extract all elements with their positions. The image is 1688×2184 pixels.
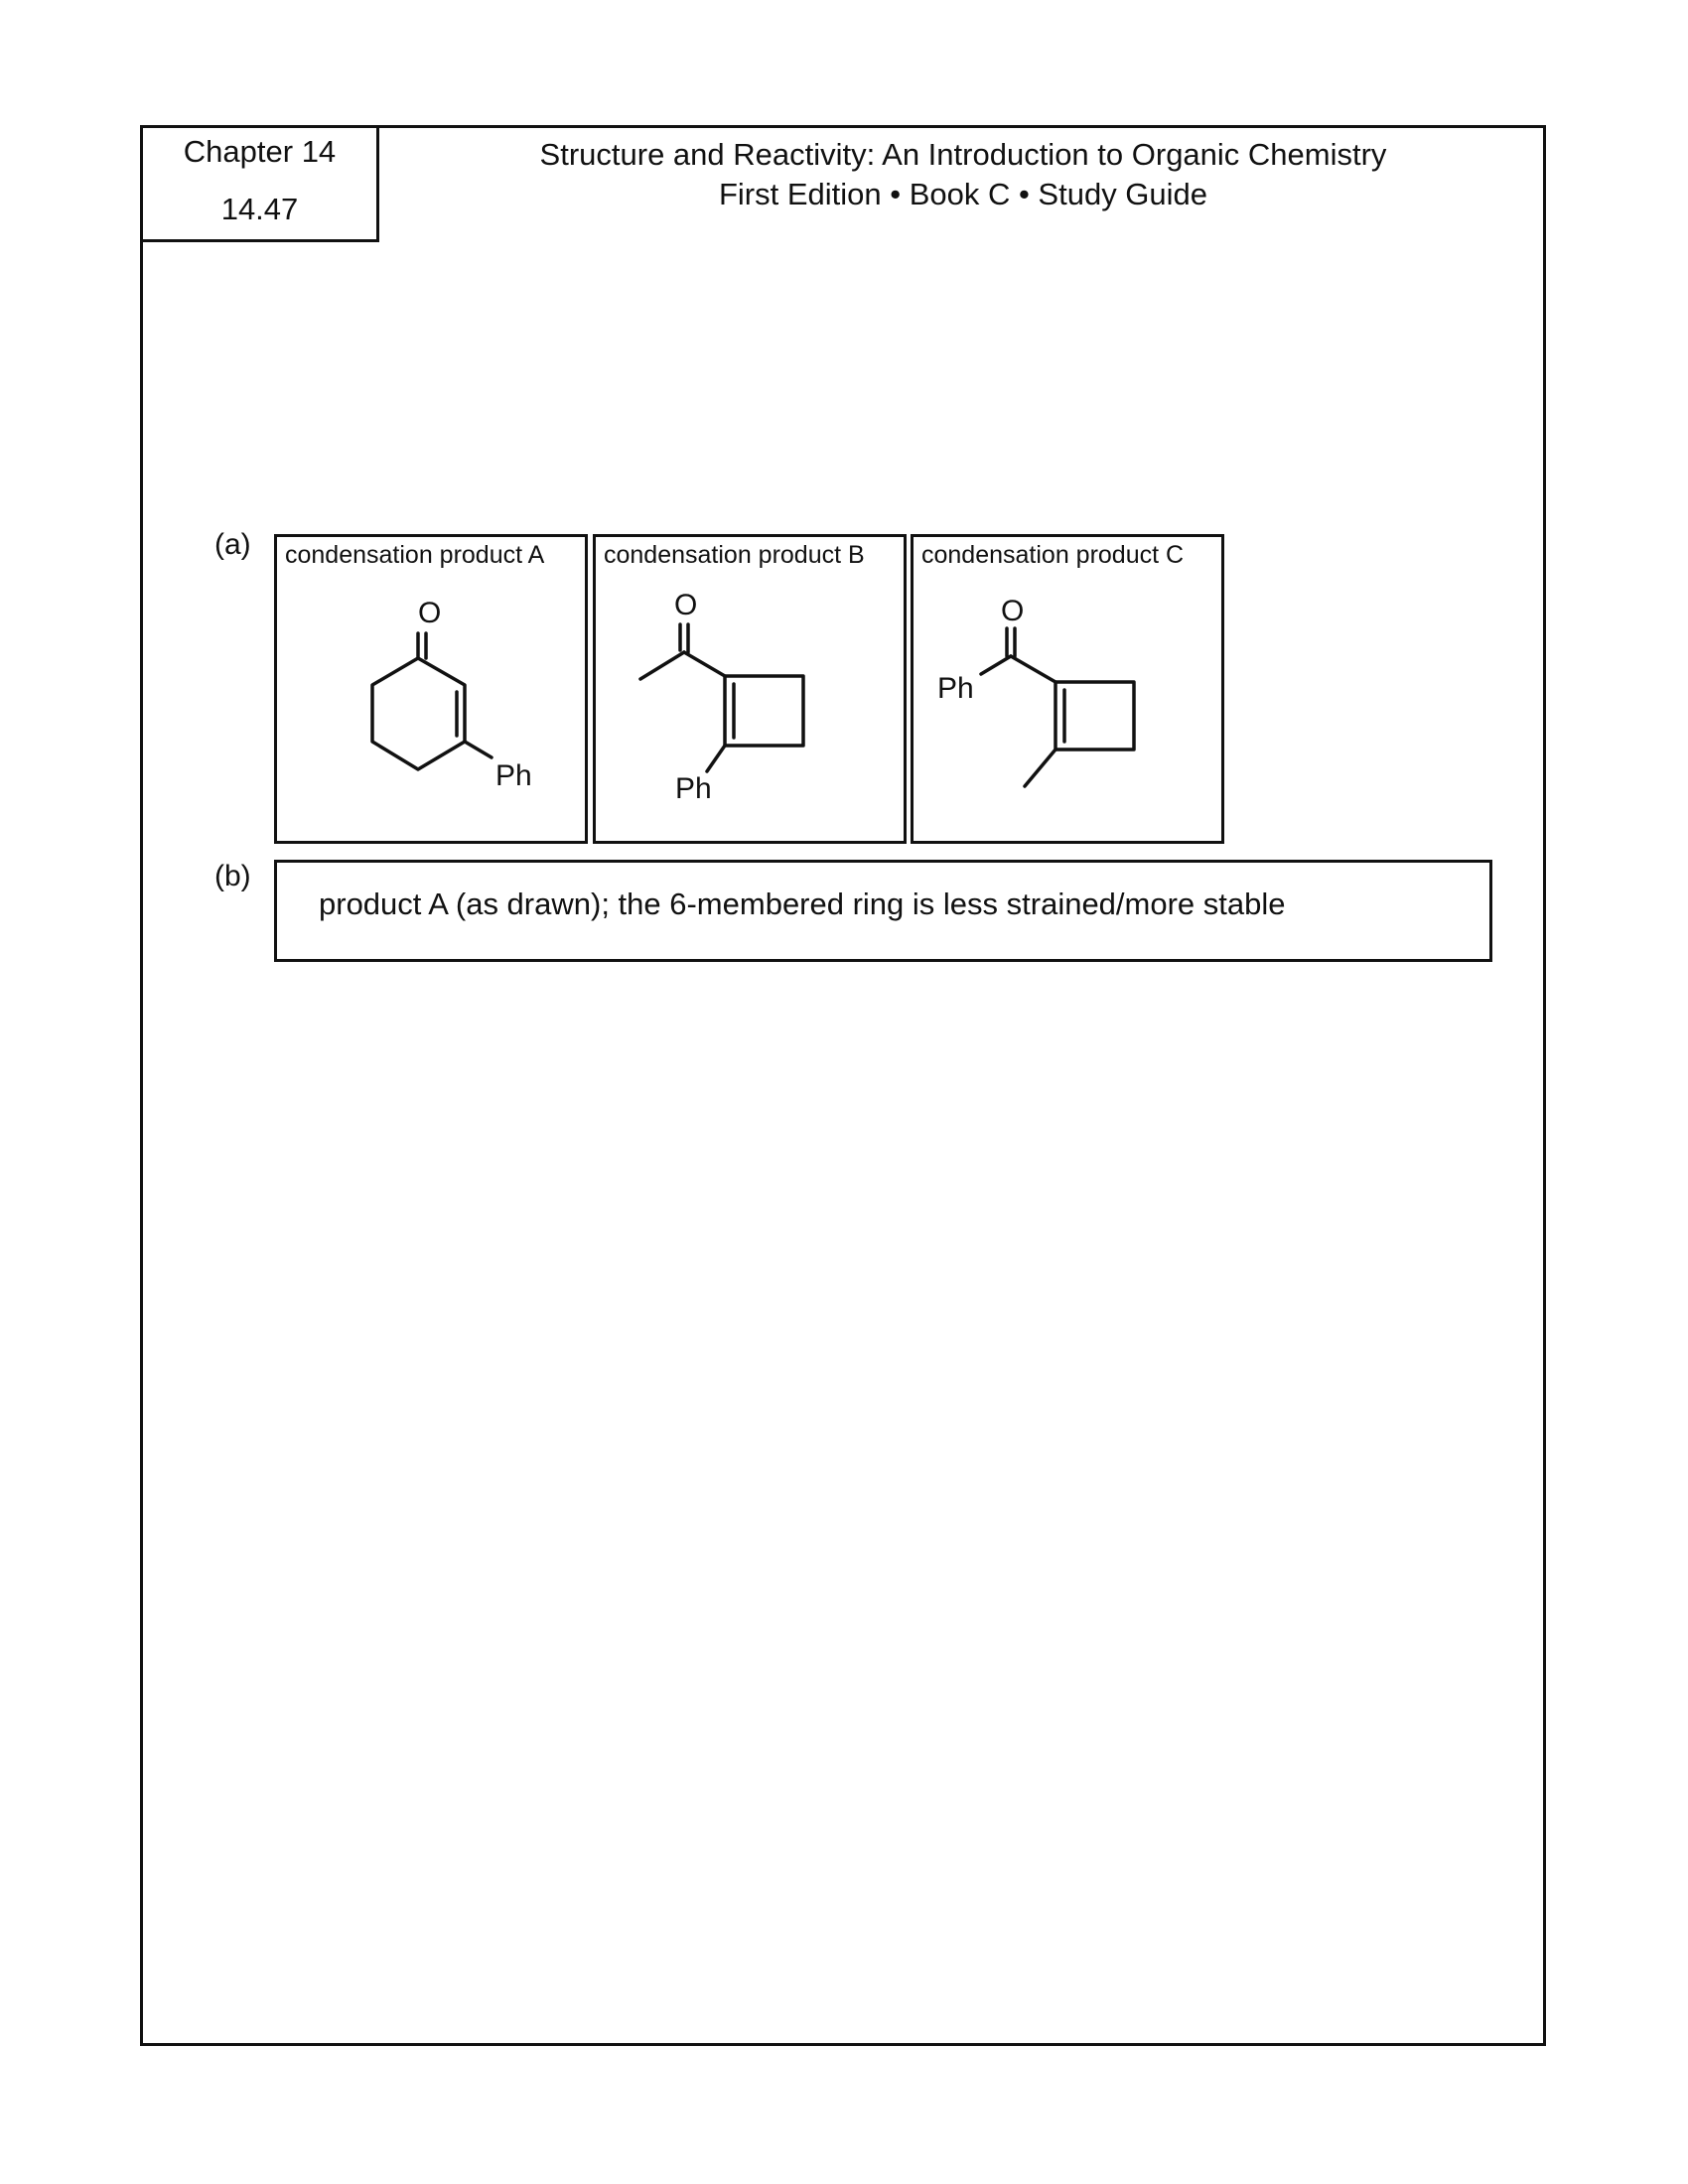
product-c-box bbox=[911, 534, 1224, 844]
answer-box bbox=[274, 860, 1492, 962]
part-a-label: (a) bbox=[214, 528, 251, 561]
product-b-oxygen: O bbox=[674, 589, 698, 621]
book-title: Structure and Reactivity: An Introduction to Organic Chemistry bbox=[539, 137, 1387, 172]
product-b-title: condensation product B bbox=[604, 541, 865, 569]
product-c-oxygen: O bbox=[1001, 595, 1025, 627]
page-frame bbox=[140, 125, 1546, 2046]
product-b-phenyl: Ph bbox=[675, 772, 712, 805]
book-edition: First Edition • Book C • Study Guide bbox=[718, 177, 1208, 211]
product-c-phenyl: Ph bbox=[937, 672, 974, 705]
chapter-label: Chapter 14 bbox=[183, 134, 337, 169]
product-a-box bbox=[274, 534, 588, 844]
product-b-box bbox=[593, 534, 907, 844]
chapter-box bbox=[140, 125, 379, 242]
product-b-structure bbox=[596, 537, 910, 847]
product-a-oxygen: O bbox=[418, 597, 442, 629]
product-a-title: condensation product A bbox=[285, 541, 545, 569]
product-c-title: condensation product C bbox=[921, 541, 1185, 569]
part-b-label: (b) bbox=[214, 860, 251, 892]
answer-text: product A (as drawn); the 6-membered ring is less strained/more stable bbox=[319, 887, 1286, 921]
product-a-structure bbox=[277, 537, 591, 847]
product-a-phenyl: Ph bbox=[495, 759, 532, 792]
product-c-structure bbox=[914, 537, 1227, 847]
problem-number: 14.47 bbox=[220, 192, 299, 226]
